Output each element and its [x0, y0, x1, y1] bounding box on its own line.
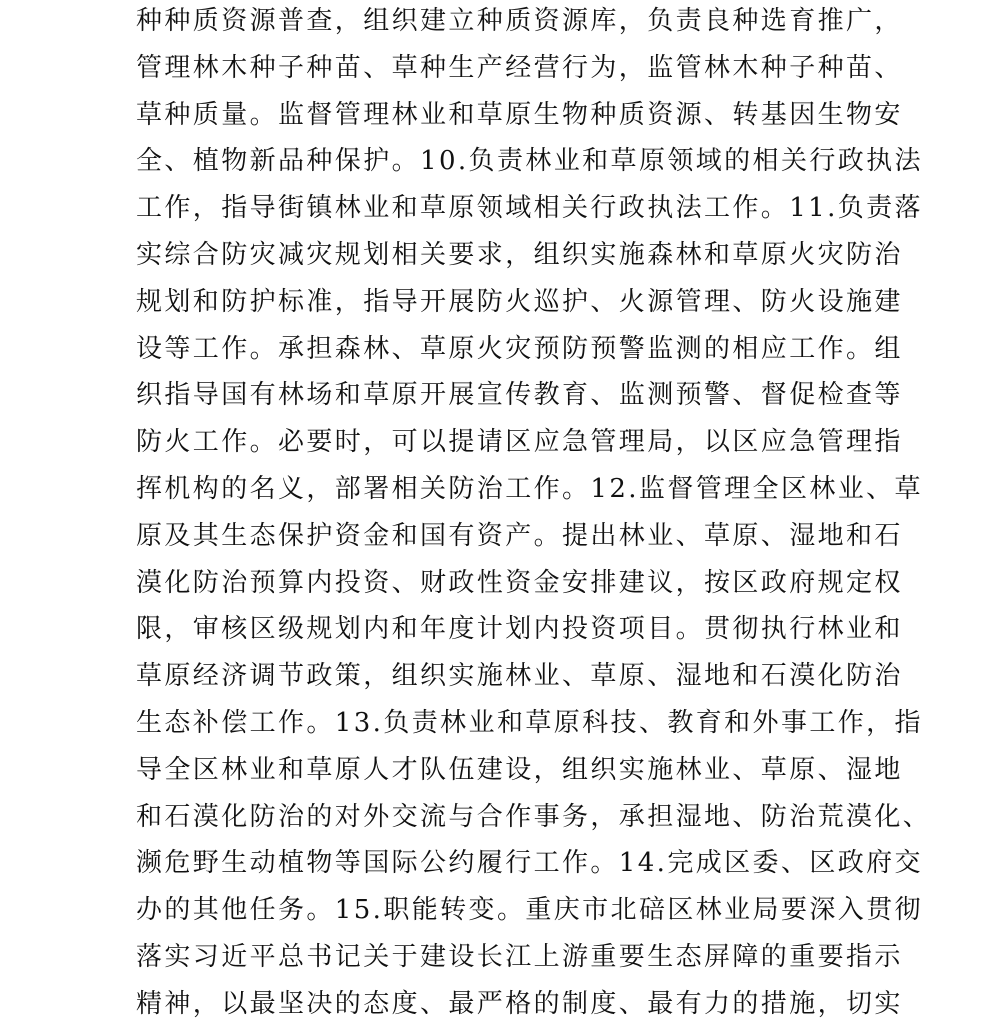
- text-line: 生态补偿工作。13.负责林业和草原科技、教育和外事工作，指: [136, 707, 923, 738]
- text-line: 挥机构的名义，部署相关防治工作。12.监督管理全区林业、草: [136, 473, 923, 504]
- text-line: 设等工作。承担森林、草原火灾预防预警监测的相应工作。组: [136, 333, 903, 364]
- text-line: 草原经济调节政策，组织实施林业、草原、湿地和石漠化防治: [136, 661, 903, 692]
- text-line: 精神，以最坚决的态度、最严格的制度、最有力的措施，切实: [136, 988, 903, 1019]
- text-line: 工作，指导街镇林业和草原领域相关行政执法工作。11.负责落: [136, 193, 923, 224]
- text-line: 实综合防灾减灾规划相关要求，组织实施森林和草原火灾防治: [136, 239, 903, 270]
- body-text: [136, 0, 932, 1028]
- text-line: 办的其他任务。15.职能转变。重庆市北碚区林业局要深入贯彻: [136, 895, 923, 926]
- text-line: 全、植物新品种保护。10.负责林业和草原领域的相关行政执法: [136, 146, 923, 177]
- text-line: 织指导国有林场和草原开展宣传教育、监测预警、督促检查等: [136, 380, 903, 411]
- text-line: 防火工作。必要时，可以提请区应急管理局，以区应急管理指: [136, 427, 903, 458]
- text-line: 导全区林业和草原人才队伍建设，组织实施林业、草原、湿地: [136, 754, 903, 785]
- text-line: 管理林木种子种苗、草种生产经营行为，监管林木种子种苗、: [136, 52, 903, 83]
- text-line: 限，审核区级规划内和年度计划内投资项目。贯彻执行林业和: [136, 614, 903, 645]
- text-line: 原及其生态保护资金和国有资产。提出林业、草原、湿地和石: [136, 520, 903, 551]
- text-line: 种种质资源普查，组织建立种质资源库，负责良种选育推广，: [136, 6, 903, 36]
- text-line: 漠化防治预算内投资、财政性资金安排建议，按区政府规定权: [136, 567, 903, 598]
- text-line: 规划和防护标准，指导开展防火巡护、火源管理、防火设施建: [136, 286, 903, 317]
- text-line: 和石漠化防治的对外交流与合作事务，承担湿地、防治荒漠化、: [136, 801, 932, 832]
- text-line: 濒危野生动植物等国际公约履行工作。14.完成区委、区政府交: [136, 848, 923, 879]
- text-line: 草种质量。监督管理林业和草原生物种质资源、转基因生物安: [136, 99, 903, 130]
- text-line: 落实习近平总书记关于建设长江上游重要生态屏障的重要指示: [136, 941, 903, 972]
